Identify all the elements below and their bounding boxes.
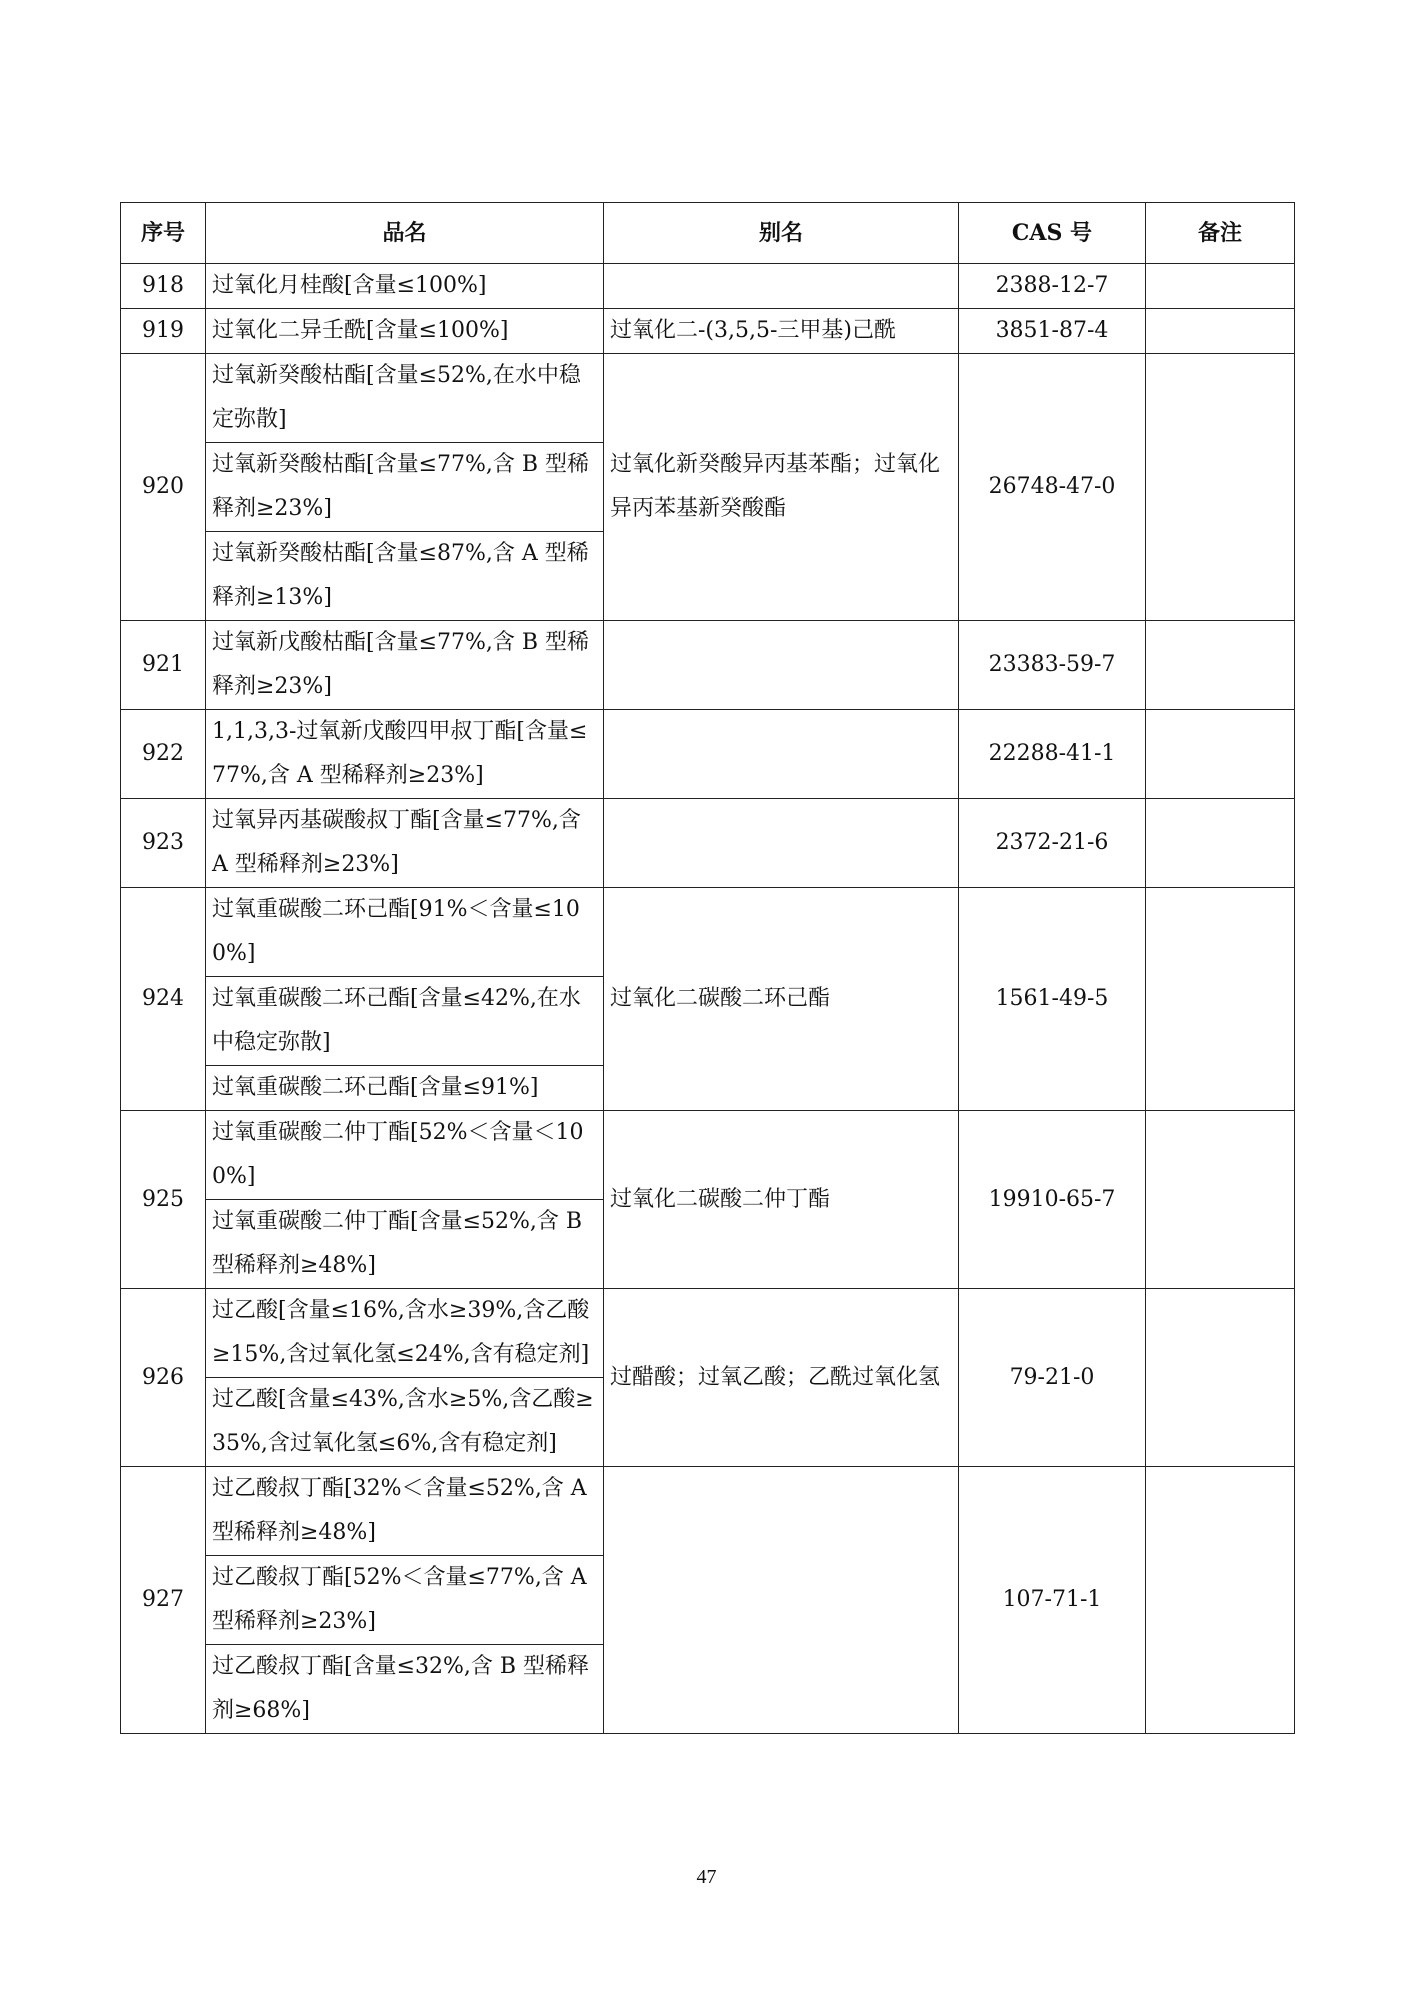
alias-cell xyxy=(604,710,959,799)
seq-cell: 926 xyxy=(121,1289,206,1467)
product-name-cell: 过氧重碳酸二仲丁酯[52%＜含量＜100%] xyxy=(206,1111,604,1200)
table-row xyxy=(121,1467,1295,1556)
alias-cell: 过氧化二碳酸二环己酯 xyxy=(604,888,959,1111)
remark-cell xyxy=(1146,1111,1295,1289)
table-row xyxy=(121,621,1295,710)
remark-cell xyxy=(1146,354,1295,621)
product-name-cell: 过氧新癸酸枯酯[含量≤52%,在水中稳定弥散] xyxy=(206,354,604,443)
product-name-cell: 过乙酸叔丁酯[含量≤32%,含 B 型稀释剂≥68%] xyxy=(206,1645,604,1734)
alias-cell: 过氧化二-(3,5,5-三甲基)己酰 xyxy=(604,309,959,354)
cas-number-cell: 23383-59-7 xyxy=(959,621,1146,710)
product-name-cell: 过氧重碳酸二仲丁酯[含量≤52%,含 B 型稀释剂≥48%] xyxy=(206,1200,604,1289)
header-cas: CAS 号 xyxy=(959,203,1146,264)
remark-cell xyxy=(1146,888,1295,1111)
product-name-cell: 过氧新癸酸枯酯[含量≤87%,含 A 型稀释剂≥13%] xyxy=(206,532,604,621)
product-name-cell: 过氧异丙基碳酸叔丁酯[含量≤77%,含 A 型稀释剂≥23%] xyxy=(206,799,604,888)
product-name-cell: 过氧化月桂酸[含量≤100%] xyxy=(206,264,604,309)
table-row xyxy=(121,888,1295,977)
table-header-row xyxy=(121,203,1295,264)
cas-number-cell: 22288-41-1 xyxy=(959,710,1146,799)
product-name-cell: 过氧重碳酸二环己酯[含量≤91%] xyxy=(206,1066,604,1111)
product-name-cell: 过乙酸叔丁酯[52%＜含量≤77%,含 A 型稀释剂≥23%] xyxy=(206,1556,604,1645)
seq-cell: 927 xyxy=(121,1467,206,1734)
cas-number-cell: 2388-12-7 xyxy=(959,264,1146,309)
alias-cell xyxy=(604,799,959,888)
table-row xyxy=(121,264,1295,309)
alias-cell: 过醋酸；过氧乙酸；乙酰过氧化氢 xyxy=(604,1289,959,1467)
cas-number-cell: 107-71-1 xyxy=(959,1467,1146,1734)
seq-cell: 922 xyxy=(121,710,206,799)
remark-cell xyxy=(1146,621,1295,710)
alias-cell xyxy=(604,1467,959,1734)
cas-number-cell: 2372-21-6 xyxy=(959,799,1146,888)
cas-number-cell: 1561-49-5 xyxy=(959,888,1146,1111)
seq-cell: 921 xyxy=(121,621,206,710)
cas-number-cell: 79-21-0 xyxy=(959,1289,1146,1467)
remark-cell xyxy=(1146,1467,1295,1734)
product-name-cell: 过乙酸[含量≤16%,含水≥39%,含乙酸≥15%,含过氧化氢≤24%,含有稳定剂] xyxy=(206,1289,604,1378)
alias-cell: 过氧化二碳酸二仲丁酯 xyxy=(604,1111,959,1289)
product-name-cell: 过乙酸叔丁酯[32%＜含量≤52%,含 A 型稀释剂≥48%] xyxy=(206,1467,604,1556)
product-name-cell: 过氧新癸酸枯酯[含量≤77%,含 B 型稀释剂≥23%] xyxy=(206,443,604,532)
product-name-cell: 过乙酸[含量≤43%,含水≥5%,含乙酸≥35%,含过氧化氢≤6%,含有稳定剂] xyxy=(206,1378,604,1467)
product-name-cell: 过氧化二异壬酰[含量≤100%] xyxy=(206,309,604,354)
remark-cell xyxy=(1146,1289,1295,1467)
alias-cell xyxy=(604,621,959,710)
cas-number-cell: 19910-65-7 xyxy=(959,1111,1146,1289)
table-row xyxy=(121,309,1295,354)
table-row xyxy=(121,354,1295,443)
header-name: 品名 xyxy=(206,203,604,264)
table-row xyxy=(121,1111,1295,1200)
product-name-cell: 过氧重碳酸二环己酯[含量≤42%,在水中稳定弥散] xyxy=(206,977,604,1066)
table-row xyxy=(121,710,1295,799)
remark-cell xyxy=(1146,710,1295,799)
header-alias: 别名 xyxy=(604,203,959,264)
product-name-cell: 过氧新戊酸枯酯[含量≤77%,含 B 型稀释剂≥23%] xyxy=(206,621,604,710)
product-name-cell: 过氧重碳酸二环己酯[91%＜含量≤100%] xyxy=(206,888,604,977)
page-number: 47 xyxy=(696,1866,717,1888)
alias-cell xyxy=(604,264,959,309)
product-name-cell: 1,1,3,3-过氧新戊酸四甲叔丁酯[含量≤77%,含 A 型稀释剂≥23%] xyxy=(206,710,604,799)
remark-cell xyxy=(1146,799,1295,888)
cas-number-cell: 26748-47-0 xyxy=(959,354,1146,621)
table-body xyxy=(121,264,1295,1734)
cas-number-cell: 3851-87-4 xyxy=(959,309,1146,354)
seq-cell: 925 xyxy=(121,1111,206,1289)
remark-cell xyxy=(1146,264,1295,309)
seq-cell: 924 xyxy=(121,888,206,1111)
seq-cell: 923 xyxy=(121,799,206,888)
header-seq: 序号 xyxy=(121,203,206,264)
remark-cell xyxy=(1146,309,1295,354)
header-remark: 备注 xyxy=(1146,203,1295,264)
table-row xyxy=(121,1289,1295,1378)
seq-cell: 919 xyxy=(121,309,206,354)
seq-cell: 918 xyxy=(121,264,206,309)
hazardous-chemicals-table xyxy=(120,202,1295,1734)
table-row xyxy=(121,799,1295,888)
alias-cell: 过氧化新癸酸异丙基苯酯；过氧化异丙苯基新癸酸酯 xyxy=(604,354,959,621)
seq-cell: 920 xyxy=(121,354,206,621)
